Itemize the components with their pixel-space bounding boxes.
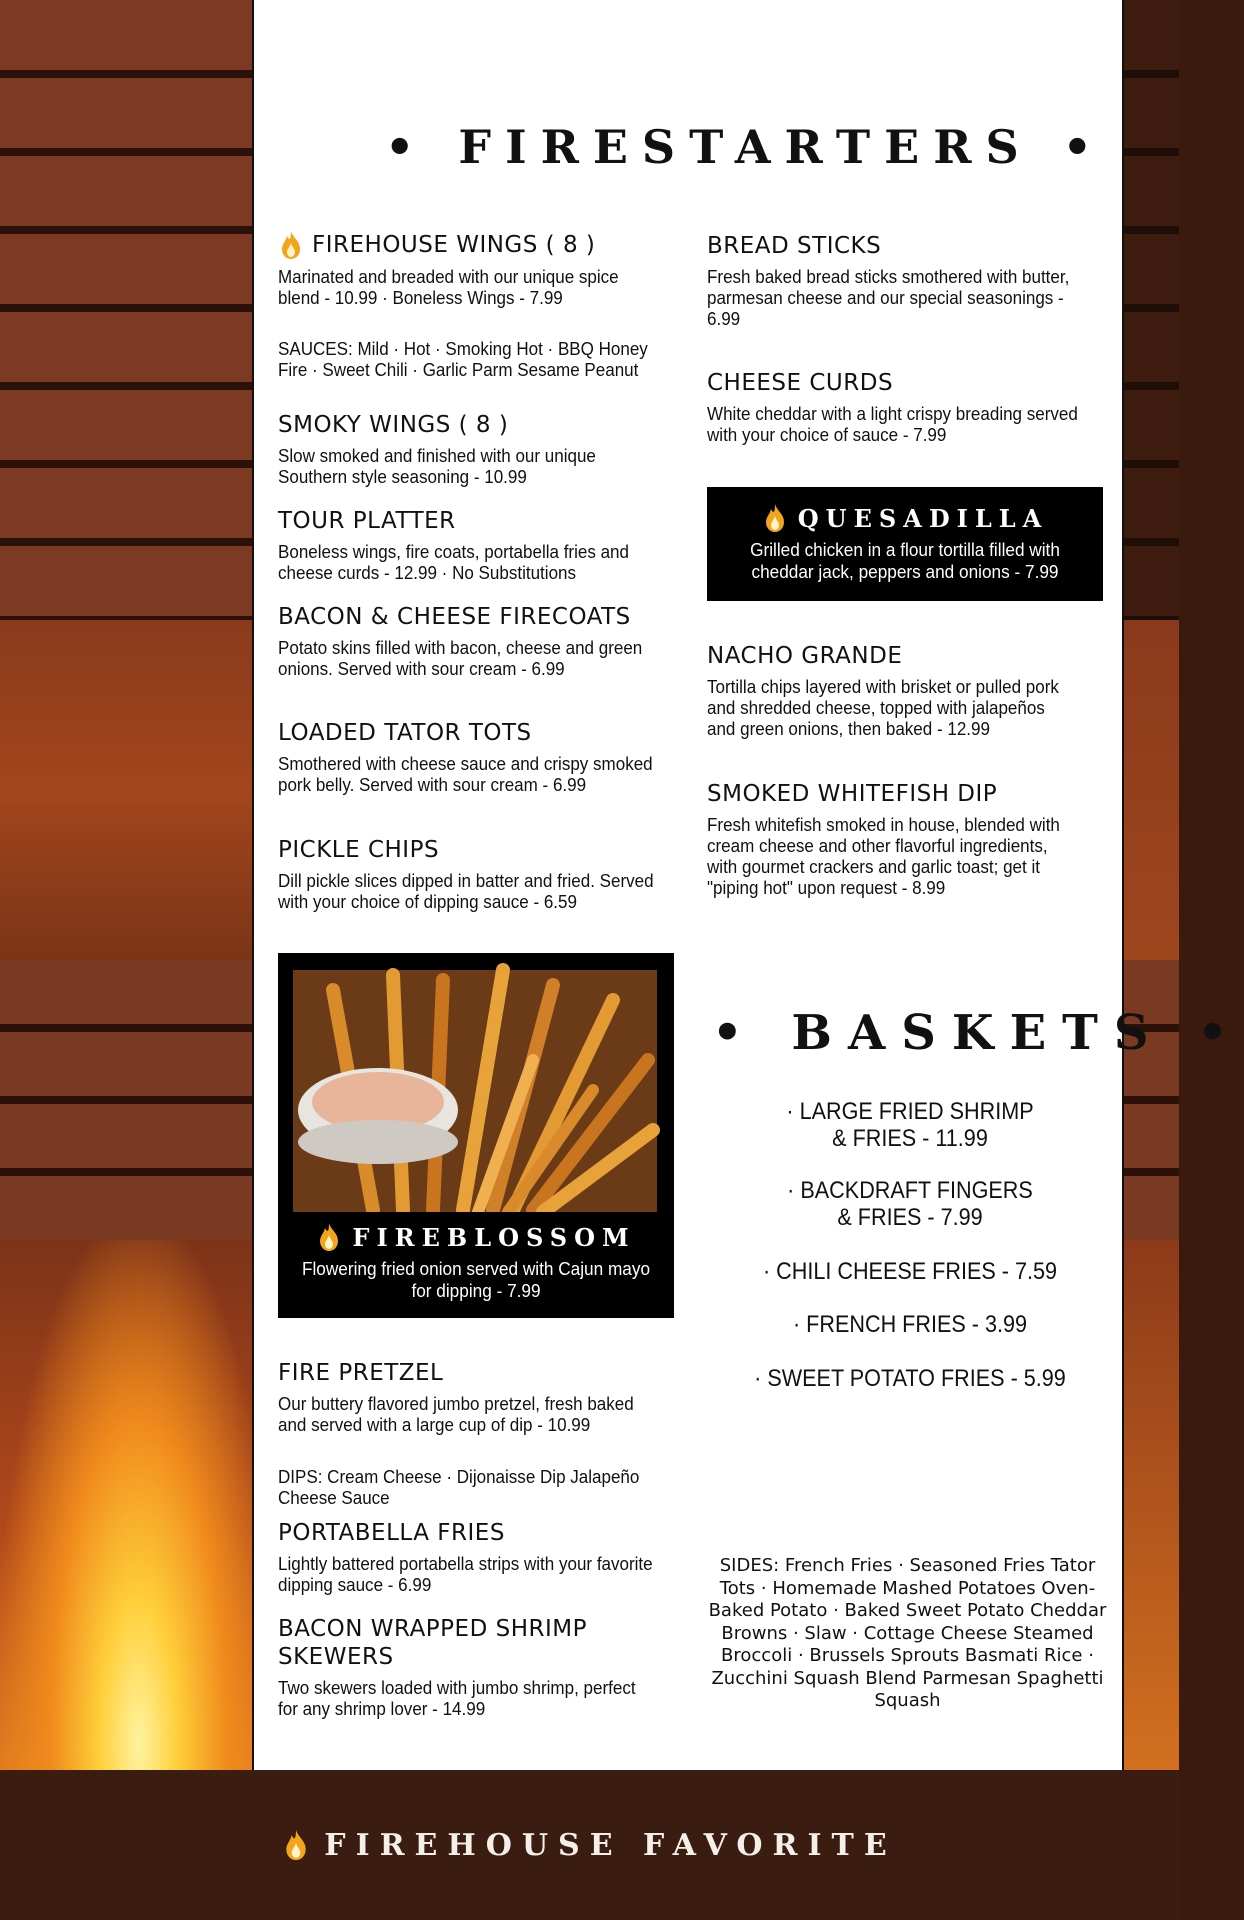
item-name: SMOKY WINGS ( 8 ) xyxy=(278,412,509,438)
footer-banner xyxy=(0,1770,1179,1920)
item-description: Two skewers loaded with jumbo shrimp, perfect for any shrimp lover - 14.99 xyxy=(278,1677,636,1719)
menu-item-portabella-fries xyxy=(278,1519,688,1595)
section-title-baskets: • BASKETS • xyxy=(712,1005,1244,1061)
menu-item-cheese-curds xyxy=(707,369,1117,445)
basket-item-large-fried-shrimp: · LARGE FRIED SHRIMP & FRIES - 11.99 xyxy=(786,1098,1034,1152)
basket-item-sweet-potato-fries: · SWEET POTATO FRIES - 5.99 xyxy=(754,1365,1066,1392)
flame-icon xyxy=(278,230,304,260)
menu-item-pickle-chips xyxy=(278,836,688,912)
item-description: Boneless wings, fire coats, portabella fries and cheese curds - 12.99 · No Substitutions xyxy=(278,541,629,583)
item-name: SMOKED WHITEFISH DIP xyxy=(707,781,998,807)
item-description: DIPS: Cream Cheese · Dijonaisse Dip Jalapeño Cheese Sauce xyxy=(278,1466,640,1508)
item-description: Our buttery flavored jumbo pretzel, fresh baked and served with a large cup of dip - 10.99 xyxy=(278,1393,634,1435)
item-name: FIRE PRETZEL xyxy=(278,1360,444,1386)
item-name: PICKLE CHIPS xyxy=(278,837,440,863)
item-name: FIREHOUSE WINGS ( 8 ) xyxy=(312,232,596,258)
box-title: QUESADILLA xyxy=(797,503,1049,533)
item-description: Dill pickle slices dipped in batter and fried. Served with your choice of dipping sauce - 6.59 xyxy=(278,870,654,912)
menu-item-smoky-wings xyxy=(278,411,688,487)
item-name: LOADED TATOR TOTS xyxy=(278,720,532,746)
menu-item-fire-pretzel xyxy=(278,1359,688,1435)
item-name: NACHO GRANDE xyxy=(707,643,903,669)
item-name: BACON WRAPPED SHRIMP SKEWERS xyxy=(278,1616,587,1670)
flame-icon xyxy=(762,503,788,533)
sides-list: SIDES: French Fries · Seasoned Fries Tator Tots · Homemade Mashed Potatoes Oven-Baked Potato · Baked Sweet Potato Cheddar Browns · Slaw · Cottage Cheese Steamed Broccoli · Brussels Sprouts Basmati Rice · Zucchini Squash Blend Parmesan Spaghetti Squash xyxy=(708,1555,1107,1711)
item-description: Slow smoked and finished with our unique Southern style seasoning - 10.99 xyxy=(278,445,596,487)
box-description: Grilled chicken in a flour tortilla filled with cheddar jack, peppers and onions - 7.99 xyxy=(750,539,1060,582)
item-name: CHEESE CURDS xyxy=(707,370,894,396)
menu-item-bread-sticks xyxy=(707,232,1117,329)
feature-box-quesadilla xyxy=(707,487,1103,601)
fireblossom-caption xyxy=(278,1212,674,1318)
item-description: Fresh baked bread sticks smothered with butter, parmesan cheese and our special seasonings - 6.99 xyxy=(707,266,1070,329)
menu-item-tour-platter xyxy=(278,507,688,583)
flame-icon xyxy=(316,1222,342,1252)
item-name: TOUR PLATTER xyxy=(278,508,456,534)
box-description: Flowering fried onion served with Cajun mayo for dipping - 7.99 xyxy=(301,1258,651,1301)
item-name: PORTABELLA FRIES xyxy=(278,1520,505,1546)
menu-item-nacho-grande xyxy=(707,642,1107,739)
item-description: Tortilla chips layered with brisket or pulled pork and shredded cheese, topped with jalapeños and green onions, then baked - 12.99 xyxy=(707,676,1059,739)
item-description: White cheddar with a light crispy breading served with your choice of sauce - 7.99 xyxy=(707,403,1078,445)
menu-item-bacon-wrapped-shrimp xyxy=(278,1615,668,1719)
basket-item-backdraft-fingers: · BACKDRAFT FINGERS & FRIES - 7.99 xyxy=(787,1177,1033,1231)
section-title-firestarters: • FIRESTARTERS • xyxy=(385,120,1107,174)
background-right xyxy=(1124,0,1179,1770)
item-description: Marinated and breaded with our unique spice blend - 10.99 · Boneless Wings - 7.99 xyxy=(278,266,619,308)
menu-item-firehouse-wings xyxy=(278,230,688,308)
item-description: SAUCES: Mild · Hot · Smoking Hot · BBQ Honey Fire · Sweet Chili · Garlic Parm Sesame Peanut xyxy=(278,338,648,380)
menu-item-smoked-whitefish-dip xyxy=(707,780,1107,898)
fireblossom-photo xyxy=(293,970,657,1212)
item-description: Lightly battered portabella strips with your favorite dipping sauce - 6.99 xyxy=(278,1553,653,1595)
fried-onion-image xyxy=(293,970,657,1212)
item-description: Fresh whitefish smoked in house, blended with cream cheese and other flavorful ingredients, with gourmet crackers and garlic toast; get it "piping hot" upon request - 8.99 xyxy=(707,814,1060,898)
basket-item-french-fries: · FRENCH FRIES - 3.99 xyxy=(792,1311,1028,1338)
footer-title: FIREHOUSE FAVORITE xyxy=(324,1827,897,1863)
background-left xyxy=(0,0,252,1770)
basket-item-chili-cheese-fries: · CHILI CHEESE FRIES - 7.59 xyxy=(762,1258,1058,1285)
item-name: BREAD STICKS xyxy=(707,233,882,259)
item-description: Potato skins filled with bacon, cheese and green onions. Served with sour cream - 6.99 xyxy=(278,637,643,679)
box-title: FIREBLOSSOM xyxy=(352,1222,636,1252)
sauces-list xyxy=(278,332,688,380)
item-description: Smothered with cheese sauce and crispy smoked pork belly. Served with sour cream - 6.99 xyxy=(278,753,653,795)
menu-item-loaded-tator-tots xyxy=(278,719,688,795)
item-name: BACON & CHEESE FIRECOATS xyxy=(278,604,631,630)
dips-list xyxy=(278,1460,688,1508)
flame-icon xyxy=(282,1828,310,1862)
menu-item-bacon-cheese-firecoats xyxy=(278,603,688,679)
